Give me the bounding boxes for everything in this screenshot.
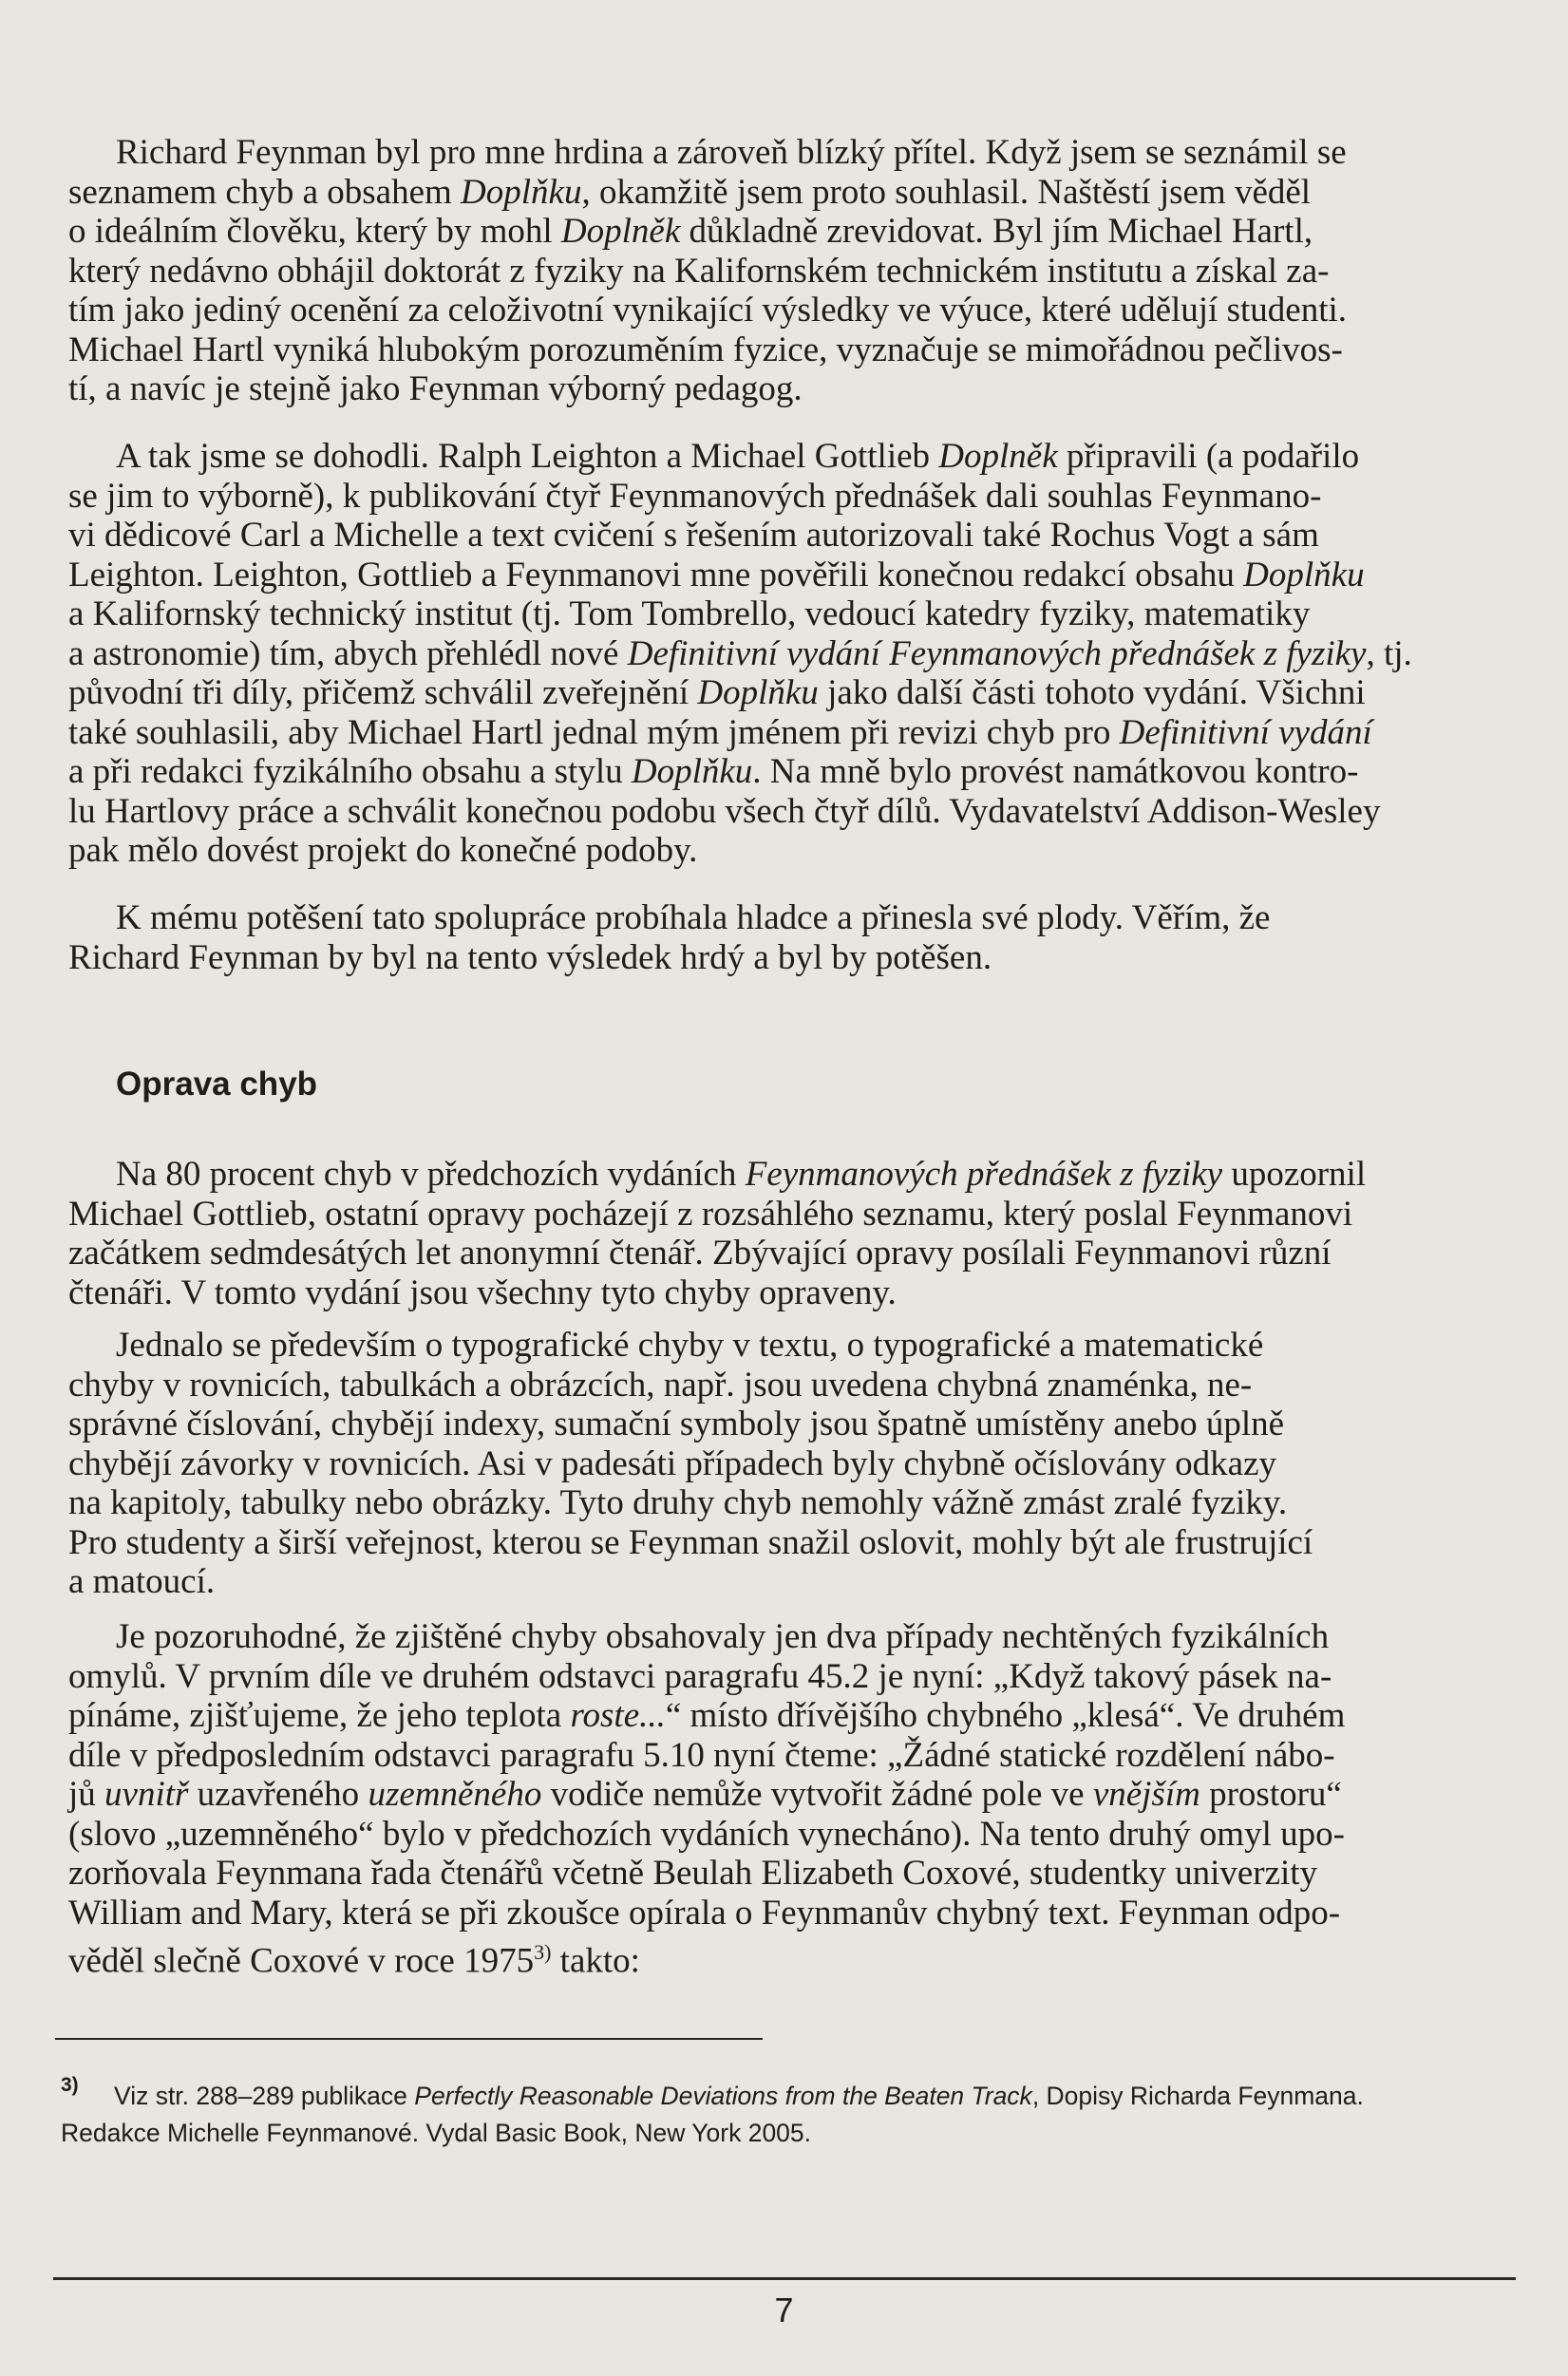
text-line: a astronomie) tím, abych přehlédl nové Definitivní vydání Feynmanových přednášek z fyziky, tj. [68,633,1412,673]
text-fragment: takto: [551,1941,640,1981]
text-line: Richard Feynman by byl na tento výsledek hrdý a byl by potěšen. [68,937,992,977]
footnote-book-title: Perfectly Reasonable Deviations from the Beaten Track [414,2082,1032,2110]
text-line: tí, a navíc je stejně jako Feynman výborný pedagog. [68,369,803,408]
text-line [68,1933,1512,1981]
text-line: Richard Feynman byl pro mne hrdina a zároveň blízký přítel. Když jsem se seznámil se [116,133,1347,172]
footnote-line: Redakce Michelle Feynmanové. Vydal Basic Book, New York 2005. [61,2119,812,2147]
section-heading: Oprava chyb [116,1065,318,1103]
text-line: čtenáři. V tomto vydání jsou všechny tyto chyby opraveny. [68,1273,897,1312]
paragraph-agreement [68,437,1512,871]
footnote-divider [55,2038,763,2040]
text-line: A tak jsme se dohodli. Ralph Leighton a Michael Gottlieb Doplněk připravili (a podařilo [116,437,1360,476]
paragraph-conclusion [68,898,1512,977]
footnote-mark: 3) [61,2074,79,2096]
footnote-text: Viz str. 288–289 publikace [114,2082,415,2110]
paragraph-physics-errors [68,1617,1512,1981]
text-line: lu Hartlovy práce a schválit konečnou podobu všech čtyř dílů. Vydavatelství Addison-Wesley [68,791,1381,831]
footnote [61,2074,1523,2152]
page-footer-rule [53,2277,1516,2280]
text-line: Je pozoruhodné, že zjištěné chyby obsahovaly jen dva případy nechtěných fyzikálních [116,1617,1330,1656]
text-line: díle v předposledním odstavci paragrafu 5.10 nyní čteme: „Žádné statické rozdělení nábo- [68,1735,1335,1775]
text-line: pak mělo dovést projekt do konečné podoby. [68,831,698,870]
text-fragment: věděl slečně Coxové v roce 1975 [68,1941,535,1981]
text-line: a Kalifornský technický institut (tj. Tom Tombrello, vedoucí katedry fyziky, matematiky [68,594,1311,633]
text-line: chybějí závorky v rovnicích. Asi v padesáti případech byly chybně očíslovány odkazy [68,1443,1277,1483]
text-line: tím jako jediný ocenění za celoživotní vynikající výsledky ve výuce, které udělují studenti. [68,291,1348,330]
text-line: Jednalo se především o typografické chyby v textu, o typografické a matematické [116,1326,1264,1365]
text-line: začátkem sedmdesátých let anonymní čtenář. Zbývající opravy posílali Feynmanovi různí [68,1234,1332,1273]
text-line: omylů. V prvním díle ve druhém odstavci paragrafu 45.2 je nyní: „Když takový pásek na- [68,1656,1332,1696]
text-line: chyby v rovnicích, tabulkách a obrázcích, např. jsou uvedena chybná znaménka, ne- [68,1365,1253,1405]
text-line: jů uvnitř uzavřeného uzemněného vodiče nemůže vytvořit žádné pole ve vnějším prostoru“ [68,1775,1342,1814]
text-line: Pro studenty a širší veřejnost, kterou se Feynman snažil oslovit, mohly být ale frustrující [68,1522,1313,1562]
text-line: zorňovala Feynmana řada čtenářů včetně Beulah Elizabeth Coxové, studentky univerzity [68,1854,1318,1893]
text-line: pínáme, zjišťujeme, že jeho teplota roste...“ místo dřívějšího chybného „klesá“. Ve druhém [68,1696,1346,1735]
text-line: o ideálním člověku, který by mohl Doplněk důkladně zrevidovat. Byl jím Michael Hartl, [68,212,1313,251]
footnote-reference[interactable]: 3) [534,1940,552,1964]
text-line: správné číslování, chybějí indexy, sumační symboly jsou špatně umístěny anebo úplně [68,1405,1285,1443]
text-line: a při redakci fyzikálního obsahu a stylu Doplňku. Na mně bylo provést namátkovou kontro- [68,752,1359,791]
text-line: a matoucí. [68,1562,216,1601]
text-line: Michael Hartl vyniká hlubokým porozuměním fyzice, vyznačuje se mimořádnou pečlivos- [68,330,1343,369]
text-line: William and Mary, která se při zkoušce opírala o Feynmanův chybný text. Feynman odpo- [68,1893,1341,1933]
text-line: na kapitoly, tabulky nebo obrázky. Tyto druhy chyb nemohly vážně zmást zralé fyziky. [68,1483,1288,1522]
footnote-text: , Dopisy Richarda Feynmana. [1031,2082,1364,2110]
text-line: vi dědicové Carl a Michelle a text cvičení s řešením autorizovali také Rochus Vogt a sám [68,516,1319,555]
text-line: Na 80 procent chyb v předchozích vydáních Feynmanových přednášek z fyziky upozornil [116,1155,1367,1194]
paragraph-intro [68,133,1512,409]
text-line: se jim to výborně), k publikování čtyř Feynmanových přednášek dali souhlas Feynmano- [68,476,1322,516]
text-line: (slovo „uzemněného“ bylo v předchozích vydáních vynecháno). Na tento druhý omyl upo- [68,1814,1345,1854]
text-line: seznamem chyb a obsahem Doplňku, okamžitě jsem proto souhlasil. Naštěstí jsem věděl [68,172,1312,212]
text-line: Michael Gottlieb, ostatní opravy pocházejí z rozsáhlého seznamu, který poslal Feynmanovi [68,1194,1353,1234]
text-line: Leighton. Leighton, Gottlieb a Feynmanovi mne pověřili konečnou redakcí obsahu Doplňku [68,555,1365,594]
page-number: 7 [774,2291,794,2329]
text-line: který nedávno obhájil doktorát z fyziky na Kalifornském technickém institutu a získal za- [68,251,1330,291]
text-line: původní tři díly, přičemž schválil zveřejnění Doplňku jako další části tohoto vydání. Všichni [68,673,1366,712]
text-line: K mému potěšení tato spolupráce probíhala hladce a přinesla své plody. Věřím, že [116,898,1271,937]
paragraph-errata-types [68,1326,1512,1602]
footnote-line [61,2078,1523,2115]
paragraph-errata-source [68,1155,1512,1312]
text-line: také souhlasili, aby Michael Hartl jednal mým jménem při revizi chyb pro Definitivní vydání [68,712,1372,752]
